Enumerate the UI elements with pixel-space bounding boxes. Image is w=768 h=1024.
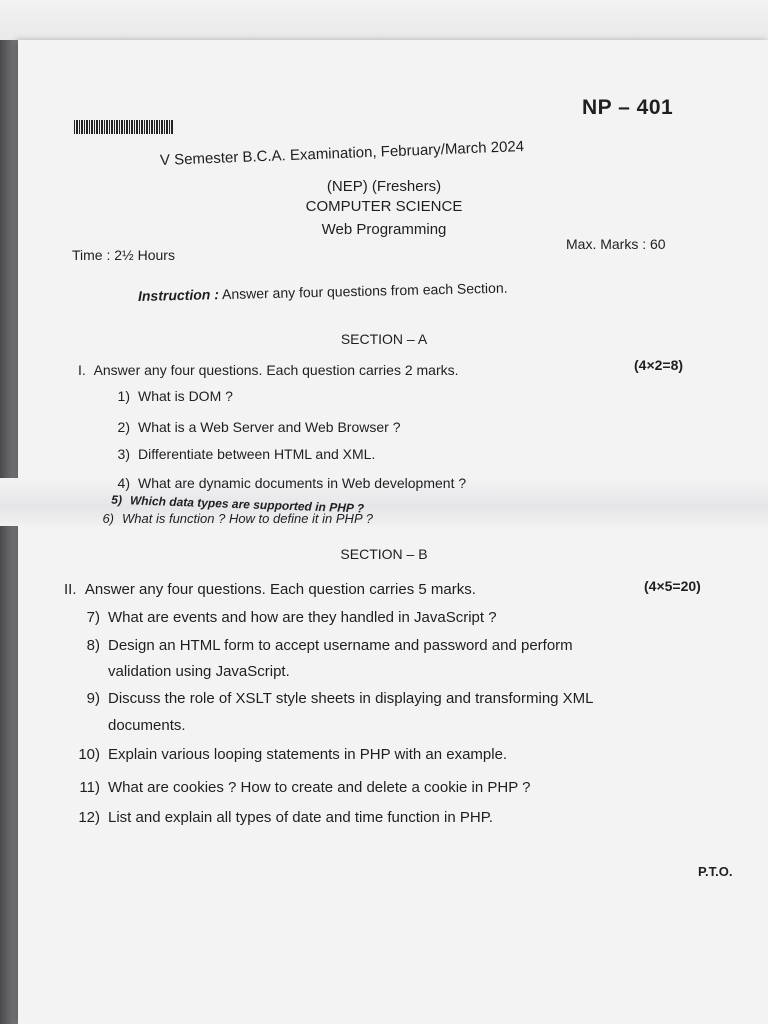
list-item bbox=[100, 446, 375, 462]
list-item bbox=[70, 746, 507, 763]
item-number: 7) bbox=[86, 609, 100, 626]
list-item bbox=[70, 609, 497, 626]
item-text: What are events and how are they handled in JavaScript ? bbox=[108, 609, 497, 626]
item-text: What is DOM ? bbox=[138, 388, 233, 404]
list-item bbox=[100, 419, 400, 435]
item-text: What is function ? How to define it in PHP ? bbox=[122, 511, 373, 526]
item-number: 1) bbox=[117, 388, 130, 404]
list-item bbox=[100, 388, 233, 404]
section-b-question bbox=[64, 581, 476, 598]
list-item bbox=[100, 475, 466, 491]
item-number: 4) bbox=[117, 475, 130, 491]
paper-code: NP – 401 bbox=[582, 96, 674, 119]
background-top bbox=[0, 0, 768, 40]
item-number: 8) bbox=[86, 637, 100, 654]
item-text: Explain various looping statements in PHP with an example. bbox=[108, 746, 508, 763]
section-b-question-num: II. bbox=[64, 581, 77, 598]
item-text: Design an HTML form to accept username and password and perform bbox=[108, 637, 573, 654]
subject: COMPUTER SCIENCE bbox=[305, 198, 463, 215]
item-number: 12) bbox=[78, 809, 100, 826]
instruction-label: Instruction : bbox=[137, 286, 220, 304]
item-text: What are dynamic documents in Web development ? bbox=[138, 475, 467, 491]
paper-name: Web Programming bbox=[321, 221, 447, 238]
time-allowed: Time : 2½ Hours bbox=[72, 247, 175, 263]
item-number: 11) bbox=[79, 779, 100, 796]
item-text: What are cookies ? How to create and delete a cookie in PHP ? bbox=[108, 779, 531, 796]
item-text: List and explain all types of date and time function in PHP. bbox=[108, 809, 493, 826]
instruction-text: Answer any four questions from each Section. bbox=[221, 279, 508, 303]
section-a-question-text: Answer any four questions. Each question carries 2 marks. bbox=[93, 362, 459, 378]
item-text-continued: documents. bbox=[108, 717, 186, 734]
please-turn-over: P.T.O. bbox=[698, 864, 733, 879]
section-b-marks: (4×5=20) bbox=[644, 578, 701, 594]
item-text: Differentiate between HTML and XML. bbox=[138, 446, 376, 462]
section-b-title: SECTION – B bbox=[340, 546, 428, 562]
section-a-question-num: I. bbox=[78, 362, 86, 378]
item-number: 6) bbox=[102, 511, 114, 526]
item-text: Discuss the role of XSLT style sheets in displaying and transforming XML bbox=[108, 690, 594, 707]
section-b-question-text: Answer any four questions. Each question carries 5 marks. bbox=[84, 581, 476, 598]
item-number: 10) bbox=[78, 746, 100, 763]
section-a-question bbox=[78, 362, 459, 378]
item-number: 9) bbox=[86, 690, 100, 707]
barcode bbox=[74, 120, 174, 134]
exam-title: V Semester B.C.A. Examination, February/March 2024 bbox=[159, 138, 525, 169]
max-marks: Max. Marks : 60 bbox=[566, 236, 666, 252]
list-item bbox=[84, 511, 373, 526]
item-number: 5) bbox=[111, 492, 123, 508]
section-a-title: SECTION – A bbox=[340, 331, 428, 347]
item-text: Which data types are supported in PHP ? bbox=[129, 493, 365, 516]
item-text: What is a Web Server and Web Browser ? bbox=[138, 419, 401, 435]
scheme: (NEP) (Freshers) bbox=[326, 178, 442, 195]
list-item bbox=[70, 779, 530, 796]
item-number: 3) bbox=[117, 446, 130, 462]
item-number: 2) bbox=[117, 419, 130, 435]
list-item bbox=[70, 690, 594, 707]
list-item bbox=[70, 809, 493, 826]
section-a-marks: (4×2=8) bbox=[634, 357, 684, 373]
list-item bbox=[70, 637, 573, 654]
item-text-continued: validation using JavaScript. bbox=[108, 663, 290, 680]
